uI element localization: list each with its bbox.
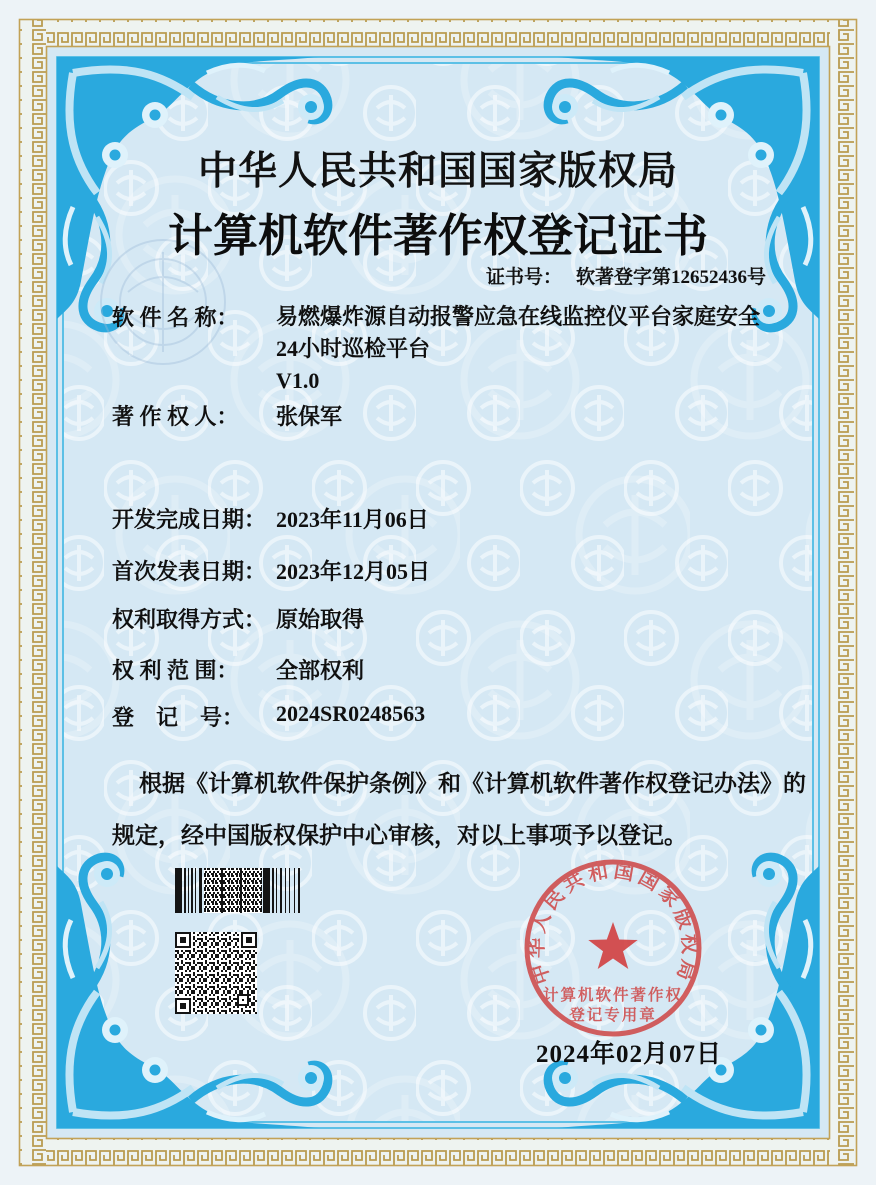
field-dev-complete-date: [112, 503, 429, 534]
seal-caption-line1: 计算机软件著作权: [542, 987, 684, 1004]
copyright-owner-label: 著 作 权 人：: [112, 404, 239, 429]
first-publish-date-label: 首次发表日期：: [112, 559, 267, 584]
copyright-owner-value: 张保军: [276, 404, 343, 429]
right-scope-label: 权 利 范 围：: [112, 658, 239, 683]
right-acquire-method-value: 原始取得: [276, 607, 365, 632]
software-name-line1: 易燃爆炸源自动报警应急在线监控仪平台家庭安全: [276, 304, 761, 329]
issue-date: 2024年02月07日: [536, 1041, 723, 1068]
dev-complete-date-value: 2023年11月06日: [276, 507, 429, 532]
certificate-number-value: 软著登字第12652436号: [575, 267, 766, 288]
registration-statement: [112, 758, 806, 862]
field-right-acquire-method: [112, 603, 364, 634]
first-publish-date-value: 2023年12月05日: [276, 559, 431, 584]
seal-caption-line2: 登记专用章: [569, 1007, 657, 1024]
field-right-scope: [112, 654, 364, 685]
certificate-title: 计算机软件著作权登记证书: [167, 211, 708, 261]
software-name-value: [276, 301, 760, 397]
field-software-name: [112, 301, 760, 397]
dev-complete-date-label: 开发完成日期：: [112, 507, 267, 532]
seal-ring-text: 中华人民共和国国家版权局: [525, 860, 701, 987]
right-scope-value: 全部权利: [276, 658, 365, 683]
software-name-label: 软 件 名 称：: [112, 305, 239, 330]
statement-line2: 规定，经中国版权保护中心审核，对以上事项予以登记。: [112, 823, 687, 848]
barcode: [175, 868, 303, 918]
statement-line1: 根据《计算机软件保护条例》和《计算机软件著作权登记办法》的: [139, 771, 806, 796]
qr-code: [175, 932, 257, 1019]
certificate-number-line: [486, 262, 766, 289]
software-name-version: V1.0: [276, 368, 320, 393]
field-copyright-owner: [112, 400, 342, 431]
official-seal: [521, 856, 705, 1045]
registration-number-value: 2024SR0248563: [276, 701, 426, 726]
seal-star-icon: [588, 922, 637, 969]
software-name-line2: 24小时巡检平台: [276, 336, 431, 361]
issuing-authority-title: 中华人民共和国国家版权局: [197, 150, 678, 193]
field-registration-number: [112, 701, 425, 732]
registration-number-label: 登 记 号：: [112, 705, 245, 730]
field-first-publish-date: [112, 555, 430, 586]
certificate-number-label: 证书号：: [485, 267, 562, 288]
right-acquire-method-label: 权利取得方式：: [112, 607, 267, 632]
